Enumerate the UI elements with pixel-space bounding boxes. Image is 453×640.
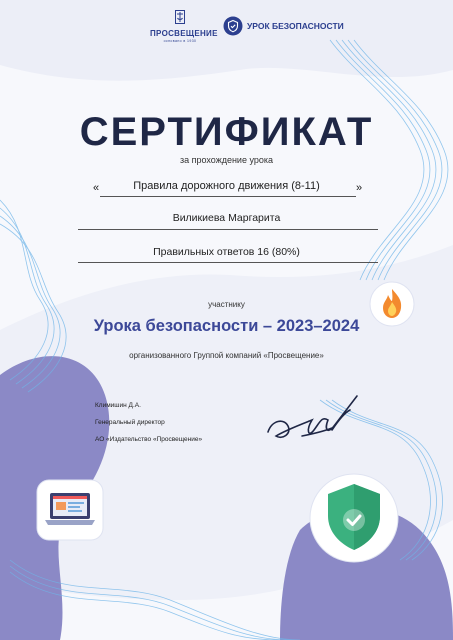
certificate-subtitle: за прохождение урока — [179, 155, 274, 165]
signatory-name: Климишин Д.А. — [95, 402, 141, 409]
participant-name: Виликиева Маргарита — [172, 212, 281, 224]
lesson-name: Правила дорожного движения (8-11) — [133, 180, 320, 192]
signatory-position: Генеральный директор — [95, 419, 165, 426]
lesson-underline — [100, 196, 356, 197]
program-logo — [223, 14, 344, 38]
laptop-icon — [35, 478, 105, 542]
publisher-since: основано в 1930 — [163, 39, 197, 43]
signatory-company: АО «Издательство «Просвещение» — [95, 436, 203, 443]
quote-open: « — [93, 182, 100, 194]
participant-label: участнику — [208, 300, 245, 309]
flame-icon — [368, 280, 416, 328]
organizer-text: организованного Группой компаний «Просвещение» — [129, 351, 324, 360]
publisher-logo — [150, 10, 218, 43]
publisher-wordmark: ПРОСВЕЩЕНИЕ — [150, 29, 218, 38]
program-wordmark: УРОК БЕЗОПАСНОСТИ — [247, 21, 344, 31]
quote-close: » — [356, 182, 363, 194]
shield-check-icon — [306, 470, 402, 566]
certificate-title: СЕРТИФИКАТ — [79, 110, 374, 154]
program-shield-icon — [223, 16, 243, 36]
signature — [262, 390, 362, 455]
name-underline — [78, 229, 378, 230]
result-text: Правильных ответов 16 (80%) — [153, 246, 300, 258]
event-title: Урока безопасности – 2023–2024 — [93, 317, 360, 335]
result-underline — [78, 262, 378, 263]
publisher-emblem-icon — [175, 10, 185, 24]
